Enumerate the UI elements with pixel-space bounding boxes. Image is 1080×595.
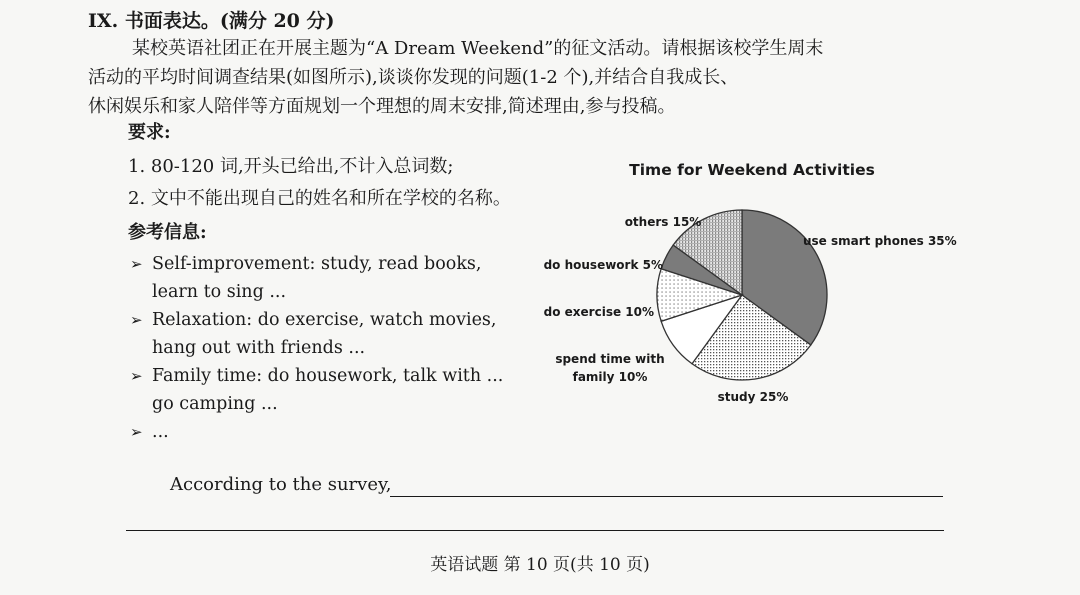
slice-label: spend time with: [555, 352, 665, 366]
requirements-label: 要求:: [128, 122, 171, 143]
writing-prompt: According to the survey,: [170, 474, 392, 495]
list-item: [130, 250, 503, 278]
slice-label: family 10%: [572, 370, 648, 384]
list-item: [130, 418, 503, 446]
slice-label: do exercise 10%: [543, 305, 654, 319]
reference-text: learn to sing ...: [152, 282, 287, 302]
list-item: [130, 306, 503, 334]
intro-line: 休闲娱乐和家人陪伴等方面规划一个理想的周末安排,简述理由,参与投稿。: [88, 96, 676, 117]
reference-label: 参考信息:: [128, 222, 207, 243]
reference-text: Self-improvement: study, read books,: [152, 254, 482, 274]
slice-label: study 25%: [717, 390, 789, 404]
reference-text: Family time: do housework, talk with ...: [152, 366, 504, 386]
requirement-item: 2. 文中不能出现自己的姓名和所在学校的名称。: [128, 188, 511, 209]
slice-label: others 15%: [624, 215, 702, 229]
reference-list: [130, 250, 503, 446]
list-item: [130, 362, 503, 390]
slice-label: use smart phones 35%: [803, 234, 957, 248]
reference-text: ...: [152, 422, 169, 442]
intro-line: 某校英语社团正在开展主题为“A Dream Weekend”的征文活动。请根据该校学生周末: [132, 38, 824, 59]
arrow-right-icon: ➢: [130, 311, 143, 329]
answer-line[interactable]: [126, 530, 944, 531]
intro-line: 活动的平均时间调查结果(如图所示),谈谈你发现的问题(1-2 个),并结合自我成长、: [88, 67, 739, 88]
pie-chart-svg: [520, 150, 990, 420]
chart-title: Time for Weekend Activities: [629, 161, 875, 179]
task-intro: [88, 34, 988, 121]
arrow-right-icon: ➢: [130, 423, 143, 441]
page-footer: 英语试题 第 10 页(共 10 页): [430, 555, 650, 575]
reference-text: go camping ...: [152, 394, 278, 414]
section-heading: IX. 书面表达。(满分 20 分): [88, 10, 335, 32]
slice-label: do housework 5%: [543, 258, 663, 272]
arrow-right-icon: ➢: [130, 367, 143, 385]
answer-line[interactable]: [390, 496, 943, 497]
arrow-right-icon: ➢: [130, 255, 143, 273]
requirement-item: 1. 80-120 词,开头已给出,不计入总词数;: [128, 156, 454, 177]
pie-chart: [520, 150, 990, 420]
reference-text: hang out with friends ...: [152, 338, 366, 358]
reference-text: Relaxation: do exercise, watch movies,: [152, 310, 497, 330]
